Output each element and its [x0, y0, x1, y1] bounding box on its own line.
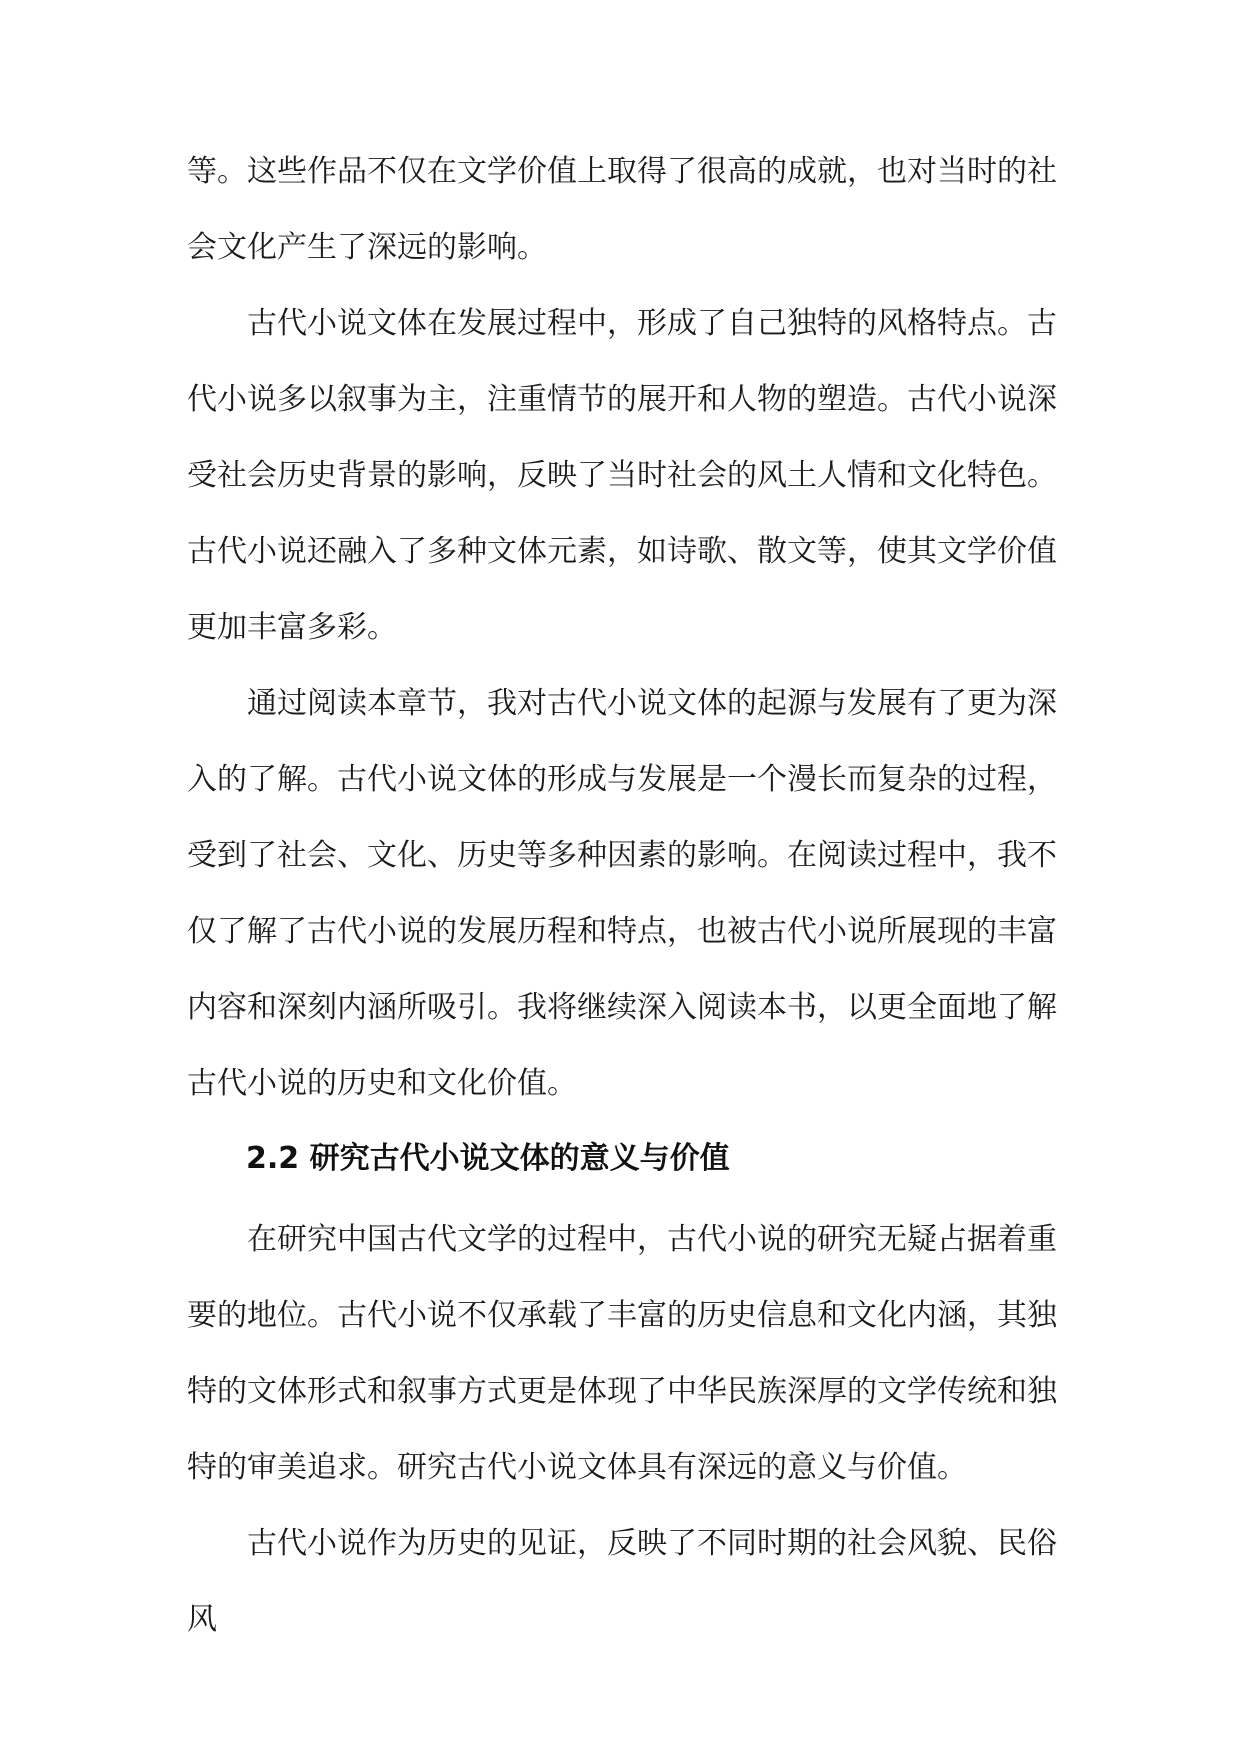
paragraph-continued: 等。这些作品不仅在文学价值上取得了很高的成就，也对当时的社会文化产生了深远的影响。	[187, 154, 1057, 265]
body-text-bottom	[187, 1202, 1057, 1658]
paragraph-research-significance: 在研究中国古代文学的过程中，古代小说的研究无疑占据着重要的地位。古代小说不仅承载了丰富的历史信息和文化内涵，其独特的文体形式和叙事方式更是体现了中华民族深厚的文学传统和独特的审美追求。研究古代小说文体具有深远的意义与价值。	[187, 1222, 1057, 1485]
body-text-top	[187, 134, 1057, 1122]
section-heading: 2.2 研究古代小说文体的意义与价值	[246, 1141, 730, 1176]
paragraph-style-features: 古代小说文体在发展过程中，形成了自己独特的风格特点。古代小说多以叙事为主，注重情节的展开和人物的塑造。古代小说深受社会历史背景的影响，反映了当时社会的风土人情和文化特色。古代小说还融入了多种文体元素，如诗歌、散文等，使其文学价值更加丰富多彩。	[187, 306, 1057, 645]
paragraph-historical-witness: 古代小说作为历史的见证，反映了不同时期的社会风貌、民俗风	[187, 1526, 1057, 1637]
paragraph-reading-reflection: 通过阅读本章节，我对古代小说文体的起源与发展有了更为深入的了解。古代小说文体的形成与发展是一个漫长而复杂的过程，受到了社会、文化、历史等多种因素的影响。在阅读过程中，我不仅了解了古代小说的发展历程和特点，也被古代小说所展现的丰富内容和深刻内涵所吸引。我将继续深入阅读本书，以更全面地了解古代小说的历史和文化价值。	[187, 686, 1057, 1101]
